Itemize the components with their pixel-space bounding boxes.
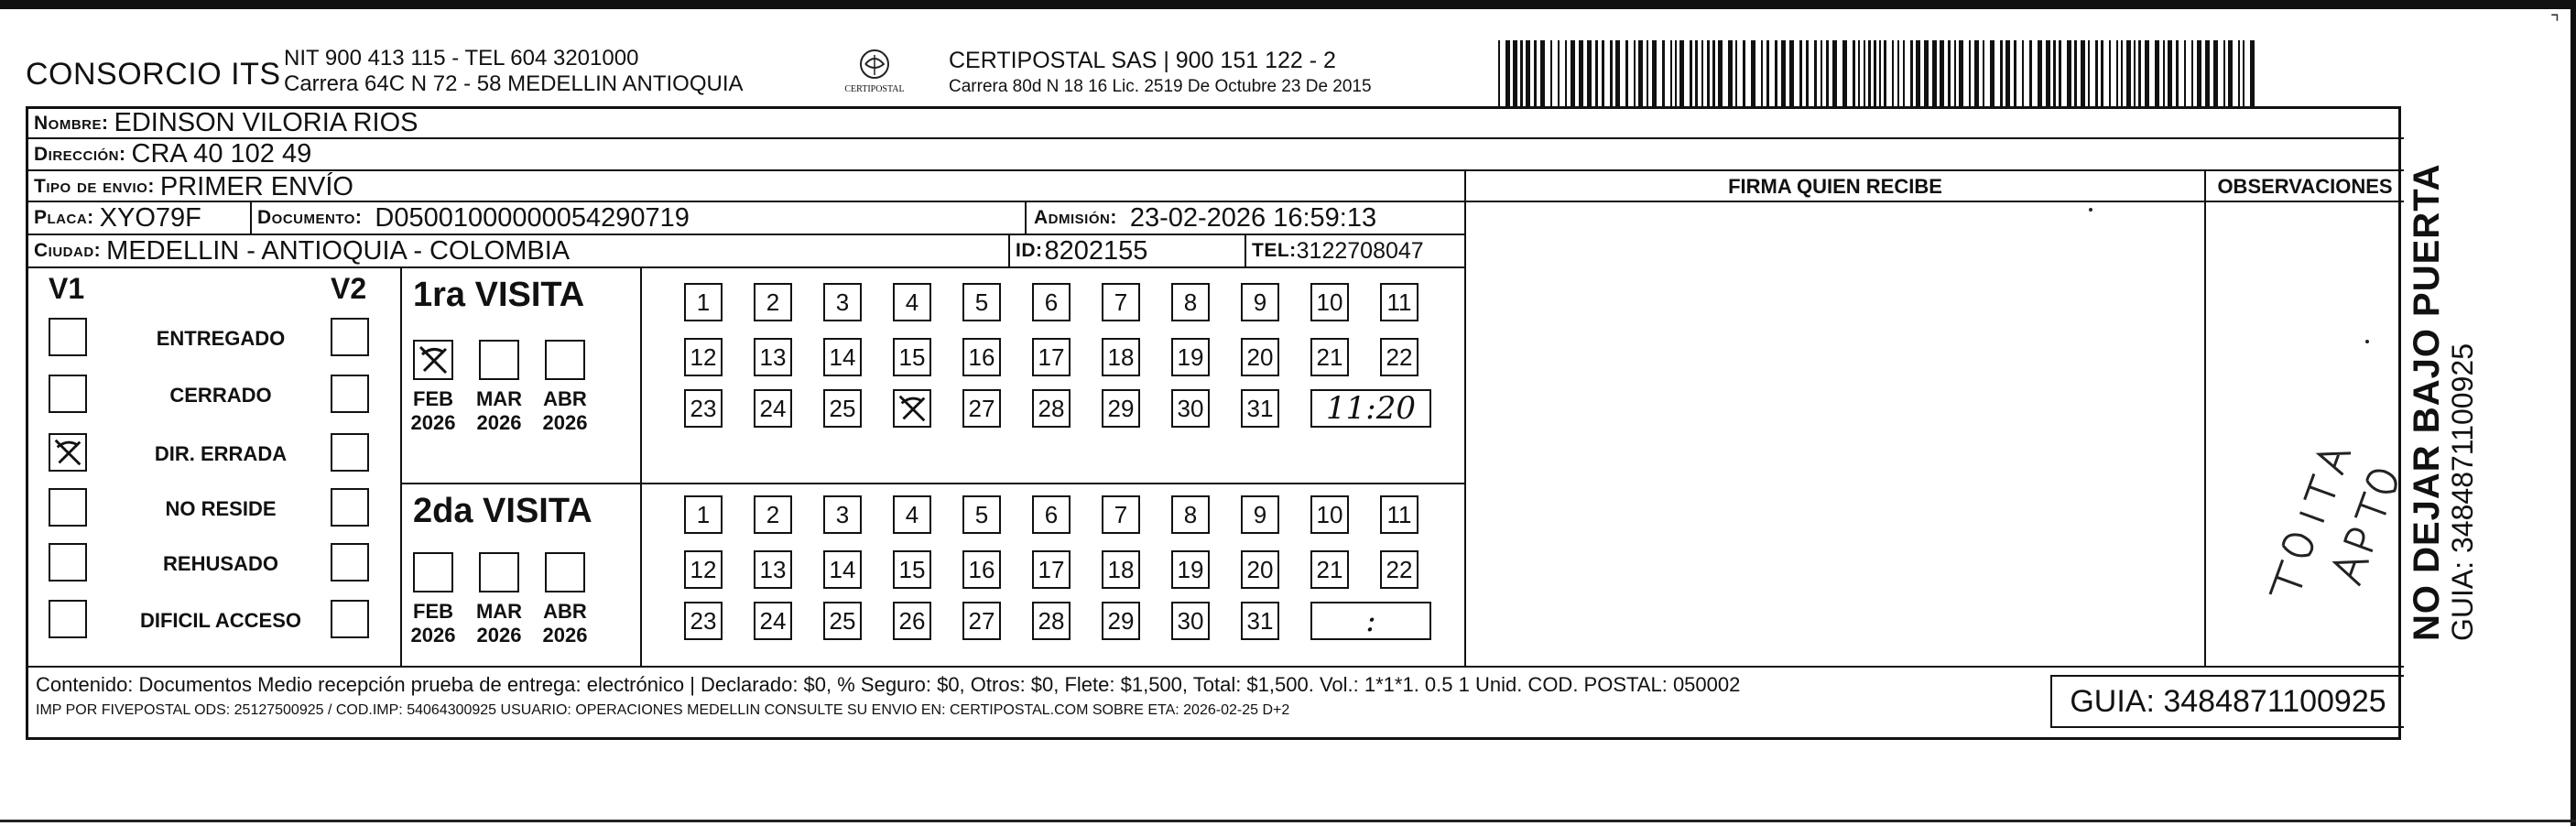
first-visit-day-box[interactable]: 14 (823, 338, 862, 376)
first-visit-day-box[interactable]: 21 (1310, 338, 1349, 376)
barcode-bar (1520, 40, 1523, 106)
documento-value: D05001000000054290719 (375, 202, 690, 233)
company-name: CONSORCIO ITS (26, 57, 281, 92)
barcode-bar (2197, 40, 2201, 106)
certipostal-address: Carrera 80d N 18 16 Lic. 2519 De Octubre 23 De 2015 (949, 77, 1372, 96)
direccion-value: CRA 40 102 49 (131, 139, 312, 168)
logo-text: CERTIPOSTAL (844, 84, 905, 94)
barcode-bar (2038, 40, 2042, 106)
first-visit-day-box[interactable]: 25 (823, 389, 862, 428)
second-visit-month-checkbox[interactable] (479, 552, 519, 592)
barcode-bar (2243, 40, 2244, 106)
documento-label: Documento: (257, 207, 363, 228)
barcode-bar (1505, 40, 1510, 106)
barcode-bar (1751, 40, 1755, 106)
barcode-bar (1974, 40, 1979, 106)
first-visit-day-box[interactable]: 5 (962, 283, 1001, 321)
barcode-bar (2163, 40, 2165, 106)
barcode-bar (2223, 40, 2225, 106)
first-visit-day-box[interactable]: 3 (823, 283, 862, 321)
second-visit-month-year: 2026 (476, 624, 522, 647)
barcode-bar (1826, 40, 1829, 106)
first-visit-day-box[interactable]: 17 (1032, 338, 1071, 376)
barcode-bar (1969, 40, 1971, 106)
firma-header: FIRMA QUIEN RECIBE (1728, 175, 1942, 198)
row-placa (28, 202, 1464, 235)
barcode-bar (2101, 40, 2103, 106)
footer-contenido: Contenido: Documentos Medio recepción prueba de entrega: electrónico | Declarado: $0, % Seguro: $0, Otros: $0, Flete: $1,500, Total: $1,500. Vol.: 1*1*1. 0.5 1 Unid. COD. POSTAL: 050002 (36, 673, 1741, 696)
barcode-bar (1675, 40, 1677, 106)
barcode-bar (2228, 40, 2233, 106)
footer-impresion: IMP POR FIVEPOSTAL ODS: 25127500925 / COD.IMP: 54064300925 USUARIO: OPERACIONES MEDELLIN CONSULTE SU ENVIO EN: CERTIPOSTAL.COM SOBRE ETA: 2026-02-25 D+2 (36, 702, 1290, 718)
direccion-label: Dirección: (34, 143, 126, 165)
second-visit-day-box[interactable]: 12 (684, 550, 723, 589)
barcode-bar (1550, 40, 1552, 106)
barcode-bar (1571, 40, 1575, 106)
first-visit-day-box[interactable]: 29 (1102, 389, 1140, 428)
first-visit-day-box[interactable]: 24 (754, 389, 792, 428)
first-visit-day-box[interactable]: 16 (962, 338, 1001, 376)
barcode-bar (1540, 40, 1545, 106)
barcode-bar (2191, 40, 2193, 106)
barcode-bar (2046, 40, 2050, 106)
status-label: CERRADO (169, 384, 272, 407)
tipo-value: PRIMER ENVÍO (159, 171, 353, 201)
barcode-bar (2238, 40, 2240, 106)
barcode-bar (1932, 40, 1937, 106)
first-visit-day-box[interactable]: 13 (754, 338, 792, 376)
first-visit-day-box[interactable]: 30 (1171, 389, 1210, 428)
side-guia: GUIA: 3484871100925 (2446, 343, 2479, 641)
second-visit-month-label (401, 600, 465, 647)
v2-header: V2 (331, 272, 367, 305)
barcode-bar (1707, 40, 1710, 106)
second-visit-month-label (533, 600, 597, 647)
second-visit-day-box[interactable]: 3 (823, 495, 862, 534)
barcode-bar (2250, 40, 2255, 106)
status-label: NO RESIDE (165, 497, 277, 520)
second-visit-day-box[interactable]: 1 (684, 495, 723, 534)
v1-check-mark (50, 435, 85, 470)
first-visit-day-box[interactable]: 12 (684, 338, 723, 376)
barcode-bar (2134, 40, 2136, 106)
status-label: DIFICIL ACCESO (139, 609, 301, 632)
barcode-bar (2059, 40, 2061, 106)
barcode-bar (2184, 40, 2186, 106)
barcode-bar (2074, 40, 2077, 106)
barcode-bar (2095, 40, 2098, 106)
barcode-bar (1892, 40, 1894, 106)
v1-checkbox[interactable] (49, 433, 87, 472)
barcode-bar (2022, 40, 2024, 106)
barcode-bar (2005, 40, 2010, 106)
nombre-label: Nombre: (34, 112, 109, 134)
v1-checkbox[interactable] (49, 600, 87, 638)
second-visit-day-box[interactable]: 4 (893, 495, 931, 534)
barcode-bar (1634, 40, 1636, 106)
barcode-bar (1806, 40, 1809, 106)
barcode-bar (1897, 40, 1899, 106)
side-notice (2407, 163, 2480, 641)
barcode-bar (1910, 40, 1913, 106)
status-label: ENTREGADO (156, 327, 286, 350)
v2-checkbox[interactable] (331, 488, 369, 527)
second-visit-day-box[interactable]: 31 (1241, 602, 1279, 640)
barcode-bar (1761, 40, 1763, 106)
second-visit-day-box[interactable]: 26 (893, 602, 931, 640)
second-visit-month-checkbox[interactable] (413, 552, 453, 592)
barcode-bar (1853, 40, 1855, 106)
barcode-bar (1728, 40, 1733, 106)
first-visit-day-box[interactable]: 1 (684, 283, 723, 321)
second-visit-title: 2da VISITA (413, 492, 592, 530)
side-no-dejar: NO DEJAR BAJO PUERTA (2407, 163, 2447, 641)
barcode-bar (1954, 40, 1956, 106)
barcode-bar (2014, 40, 2016, 106)
status-label: REHUSADO (163, 552, 278, 575)
first-visit-day-box[interactable]: 6 (1032, 283, 1071, 321)
barcode-bar (1534, 40, 1537, 106)
placa-value: XYO79F (99, 202, 201, 233)
barcode-bar (2155, 40, 2159, 106)
admision-value: 23-02-2026 16:59:13 (1129, 202, 1377, 233)
first-visit-day-check-mark (895, 391, 929, 426)
barcode-bar (1610, 40, 1613, 106)
certipostal-title: CERTIPOSTAL SAS | 900 151 122 - 2 (949, 48, 1336, 73)
company-address: Carrera 64C N 72 - 58 MEDELLIN ANTIOQUIA (284, 71, 744, 96)
second-visit-time-box[interactable]: : (1310, 602, 1431, 640)
first-visit-title: 1ra VISITA (413, 276, 585, 314)
first-visit-day-box[interactable]: 20 (1241, 338, 1279, 376)
second-visit-day-box[interactable]: 7 (1102, 495, 1140, 534)
second-visit-day-box[interactable]: 16 (962, 550, 1001, 589)
barcode-bar (1959, 40, 1963, 106)
tel-value: 3122708047 (1296, 237, 1424, 264)
barcode-bar (1513, 40, 1517, 106)
top-border (0, 0, 2576, 9)
barcode-bar (1916, 40, 1920, 106)
tel-label: TEL: (1252, 240, 1297, 261)
first-visit-day-box[interactable]: 27 (962, 389, 1001, 428)
barcode-bar (1718, 40, 1723, 106)
certipostal-logo-icon (824, 44, 925, 104)
second-visit-day-box[interactable]: 19 (1171, 550, 1210, 589)
second-visit-month-checkbox[interactable] (545, 552, 585, 592)
barcode-bar (2176, 40, 2179, 106)
second-visit-day-box[interactable]: 22 (1380, 550, 1418, 589)
observaciones-handwriting (2206, 384, 2404, 622)
first-visit-day-box[interactable]: 7 (1102, 283, 1140, 321)
barcode-bar (1579, 40, 1583, 106)
second-visit-day-box[interactable]: 13 (754, 550, 792, 589)
second-visit-month-name: ABR (543, 600, 587, 623)
placa-label: Placa: (34, 207, 94, 228)
first-visit-day-box[interactable]: 22 (1380, 338, 1418, 376)
id-value: 8202155 (1044, 235, 1148, 266)
barcode-bar (1842, 40, 1847, 106)
barcode-bar (1832, 40, 1837, 106)
barcode-bar (1615, 40, 1620, 106)
barcode-bar (2138, 40, 2141, 106)
second-visit-day-box[interactable]: 10 (1310, 495, 1349, 534)
barcode-bar (1498, 40, 1500, 106)
footer-guia: GUIA: 3484871100925 (2070, 683, 2386, 719)
first-visit-month-checkbox[interactable] (413, 340, 453, 380)
status-label: DIR. ERRADA (154, 442, 288, 465)
first-visit-day-box[interactable]: 15 (893, 338, 931, 376)
barcode-bar (1775, 40, 1777, 106)
second-visit-month-label (467, 600, 531, 647)
v1-checkbox[interactable] (49, 488, 87, 527)
row-ciudad (28, 235, 1464, 268)
first-visit-day-box[interactable]: 2 (754, 283, 792, 321)
second-visit-month-year: 2026 (410, 624, 456, 647)
nombre-value: EDINSON VILORIA RIOS (114, 108, 418, 137)
barcode-bar (2116, 40, 2118, 106)
first-visit-day-box[interactable]: 31 (1241, 389, 1279, 428)
second-visit-day-box[interactable]: 27 (962, 602, 1001, 640)
second-visit-month-name: MAR (475, 600, 523, 623)
barcode-bar (2081, 40, 2085, 106)
first-visit-month-name: MAR (475, 387, 523, 410)
barcode-bar (1814, 40, 1817, 106)
bottom-border (0, 820, 2576, 822)
barcode-bar (1990, 40, 1994, 106)
first-visit-month-year: 2026 (542, 411, 588, 434)
first-visit-day-box[interactable]: 11 (1380, 283, 1418, 321)
barcode-bar (2168, 40, 2172, 106)
ciudad-label: Ciudad: (34, 240, 102, 261)
v1-checkbox[interactable] (49, 543, 87, 581)
first-visit-time-box[interactable]: 11:20 (1310, 389, 1431, 428)
header (26, 40, 2407, 106)
barcode-bar (1690, 40, 1692, 106)
barcode-bar (1781, 40, 1786, 106)
barcode-bar (1679, 40, 1684, 106)
barcode-bar (2126, 40, 2131, 106)
barcode-bar (2213, 40, 2218, 106)
row-nombre (28, 109, 2404, 139)
second-visit-day-box[interactable]: 9 (1241, 495, 1279, 534)
first-visit-day-box[interactable]: 23 (684, 389, 723, 428)
first-visit-month-name: FEB (413, 387, 453, 410)
barcode-bar (1647, 40, 1648, 106)
first-visit-month-label (533, 387, 597, 435)
id-label: ID: (1016, 240, 1043, 261)
barcode-bar (2205, 40, 2210, 106)
barcode-bar (1565, 40, 1567, 106)
ciudad-value: MEDELLIN - ANTIOQUIA - COLOMBIA (106, 235, 571, 266)
first-visit-month-name: ABR (543, 387, 587, 410)
barcode-bar (1903, 40, 1905, 106)
second-visit-day-box[interactable]: 2 (754, 495, 792, 534)
second-visit-day-box[interactable]: 20 (1241, 550, 1279, 589)
v2-checkbox[interactable] (331, 543, 369, 581)
barcode-bar (2145, 40, 2149, 106)
barcode-bar (1652, 40, 1657, 106)
barcode-bar (1821, 40, 1822, 106)
v2-checkbox[interactable] (331, 433, 369, 472)
first-visit-day-box[interactable]: 19 (1171, 338, 1210, 376)
barcode-bar (1789, 40, 1794, 106)
v2-checkbox[interactable] (331, 600, 369, 638)
barcode-bar (1766, 40, 1769, 106)
barcode-bar (1587, 40, 1592, 106)
barcode-bar (1712, 40, 1715, 106)
barcode-bar (2029, 40, 2032, 106)
v2-checkbox[interactable] (331, 375, 369, 413)
second-visit-day-box[interactable]: 25 (823, 602, 862, 640)
first-visit-month-label (401, 387, 465, 435)
barcode-bar (1602, 40, 1604, 106)
first-visit-day-box[interactable]: 28 (1032, 389, 1071, 428)
v1-checkbox[interactable] (49, 375, 87, 413)
barcode-bar (2000, 40, 2003, 106)
second-visit-day-box[interactable]: 11 (1380, 495, 1418, 534)
second-visit-day-box[interactable]: 8 (1171, 495, 1210, 534)
barcode-bar (1526, 40, 1530, 106)
v2-checkbox[interactable] (331, 318, 369, 356)
second-visit-day-box[interactable]: 17 (1032, 550, 1071, 589)
second-visit-day-box[interactable]: 21 (1310, 550, 1349, 589)
first-visit-month-label (467, 387, 531, 435)
barcode-bar (1874, 40, 1876, 106)
barcode-bar (1948, 40, 1951, 106)
barcode-bar (1558, 40, 1560, 106)
company-nit-tel: NIT 900 413 115 - TEL 604 3201000 (284, 46, 639, 71)
first-visit-day-box[interactable]: 18 (1102, 338, 1140, 376)
row-direccion (28, 139, 2404, 171)
second-visit-day-box[interactable]: 15 (893, 550, 931, 589)
barcode-bar (1695, 40, 1698, 106)
first-visit-day-box[interactable]: 10 (1310, 283, 1349, 321)
second-visit-day-box[interactable]: 23 (684, 602, 723, 640)
barcode-bar (1638, 40, 1643, 106)
first-visit-day-box[interactable]: 4 (893, 283, 931, 321)
first-visit-month-year: 2026 (476, 411, 522, 434)
second-visit-day-box[interactable]: 14 (823, 550, 862, 589)
second-visit-month-name: FEB (413, 600, 453, 623)
barcode-bar (1735, 40, 1737, 106)
delivery-form (26, 106, 2401, 740)
barcode-bar (1799, 40, 1802, 106)
second-visit-day-box[interactable]: 28 (1032, 602, 1071, 640)
first-visit-day-box[interactable] (893, 389, 931, 428)
barcode-bar (2067, 40, 2071, 106)
tipo-label: Tipo de envio: (34, 176, 155, 197)
first-visit-month-checkbox[interactable] (545, 340, 585, 380)
barcode-bar (1983, 40, 1984, 106)
first-visit-day-box[interactable]: 9 (1241, 283, 1279, 321)
barcode-bar (1662, 40, 1665, 106)
barcode-bar (1625, 40, 1628, 106)
barcode-bar (1701, 40, 1703, 106)
second-visit-day-box[interactable]: 29 (1102, 602, 1140, 640)
barcode (1498, 40, 2256, 106)
first-visit-day-box[interactable]: 8 (1171, 283, 1210, 321)
barcode-bar (1940, 40, 1944, 106)
barcode-bar (1743, 40, 1745, 106)
barcode-bar (1864, 40, 1865, 106)
second-visit-day-box[interactable]: 6 (1032, 495, 1071, 534)
barcode-bar (1670, 40, 1672, 106)
v1-header: V1 (49, 272, 85, 305)
corner-mark: ⌝ (2549, 11, 2560, 34)
observaciones-header: OBSERVACIONES (2217, 175, 2393, 198)
second-visit-day-box[interactable]: 30 (1171, 602, 1210, 640)
v1-checkbox[interactable] (49, 318, 87, 356)
barcode-bar (1868, 40, 1871, 106)
first-visit-month-check-mark (415, 342, 451, 378)
second-visit-month-year: 2026 (542, 624, 588, 647)
second-visit-day-box[interactable]: 5 (962, 495, 1001, 534)
barcode-bar (1595, 40, 1598, 106)
barcode-bar (2121, 40, 2123, 106)
barcode-bar (2053, 40, 2056, 106)
right-border (2571, 0, 2576, 826)
first-visit-month-checkbox[interactable] (479, 340, 519, 380)
barcode-bar (1879, 40, 1881, 106)
first-visit-month-year: 2026 (410, 411, 456, 434)
barcode-bar (2088, 40, 2090, 106)
barcode-bar (2109, 40, 2111, 106)
second-visit-day-box[interactable]: 24 (754, 602, 792, 640)
barcode-bar (1858, 40, 1860, 106)
admision-label: Admisión: (1034, 207, 1117, 228)
barcode-bar (1924, 40, 1929, 106)
barcode-bar (1884, 40, 1886, 106)
second-visit-day-box[interactable]: 18 (1102, 550, 1140, 589)
